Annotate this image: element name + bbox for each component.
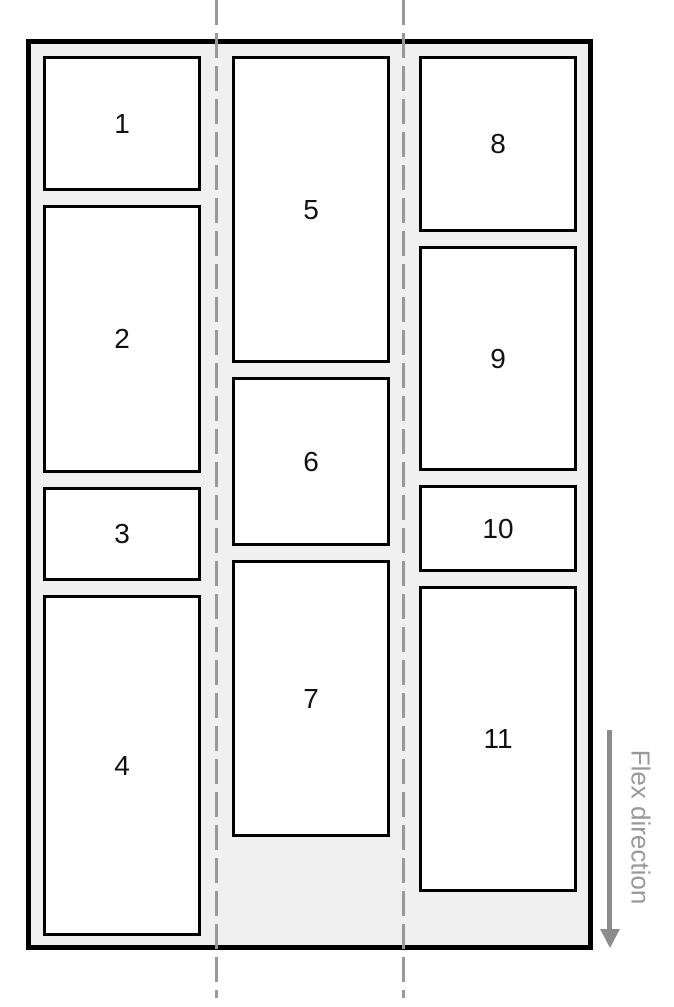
flex-item-10: 10 bbox=[419, 485, 577, 572]
flex-item-9: 9 bbox=[419, 246, 577, 471]
flex-item-6: 6 bbox=[232, 377, 390, 546]
flex-item-2: 2 bbox=[43, 205, 201, 473]
flex-item-11: 11 bbox=[419, 586, 577, 892]
flex-column-2 bbox=[232, 56, 390, 837]
flex-item-7: 7 bbox=[232, 560, 390, 837]
flex-item-3: 3 bbox=[43, 487, 201, 581]
flex-container bbox=[26, 39, 593, 950]
flex-direction-arrow-shaft bbox=[607, 730, 612, 930]
arrow-down-icon bbox=[600, 929, 620, 948]
flex-item-5: 5 bbox=[232, 56, 390, 363]
column-guide-line-2 bbox=[402, 0, 405, 998]
flex-direction-label: Flex direction bbox=[625, 749, 656, 905]
column-guide-line-1 bbox=[215, 0, 218, 998]
flex-item-8: 8 bbox=[419, 56, 577, 232]
flex-item-4: 4 bbox=[43, 595, 201, 936]
flex-column-3 bbox=[419, 56, 577, 892]
flex-column-1 bbox=[43, 56, 201, 936]
flex-item-1: 1 bbox=[43, 56, 201, 191]
